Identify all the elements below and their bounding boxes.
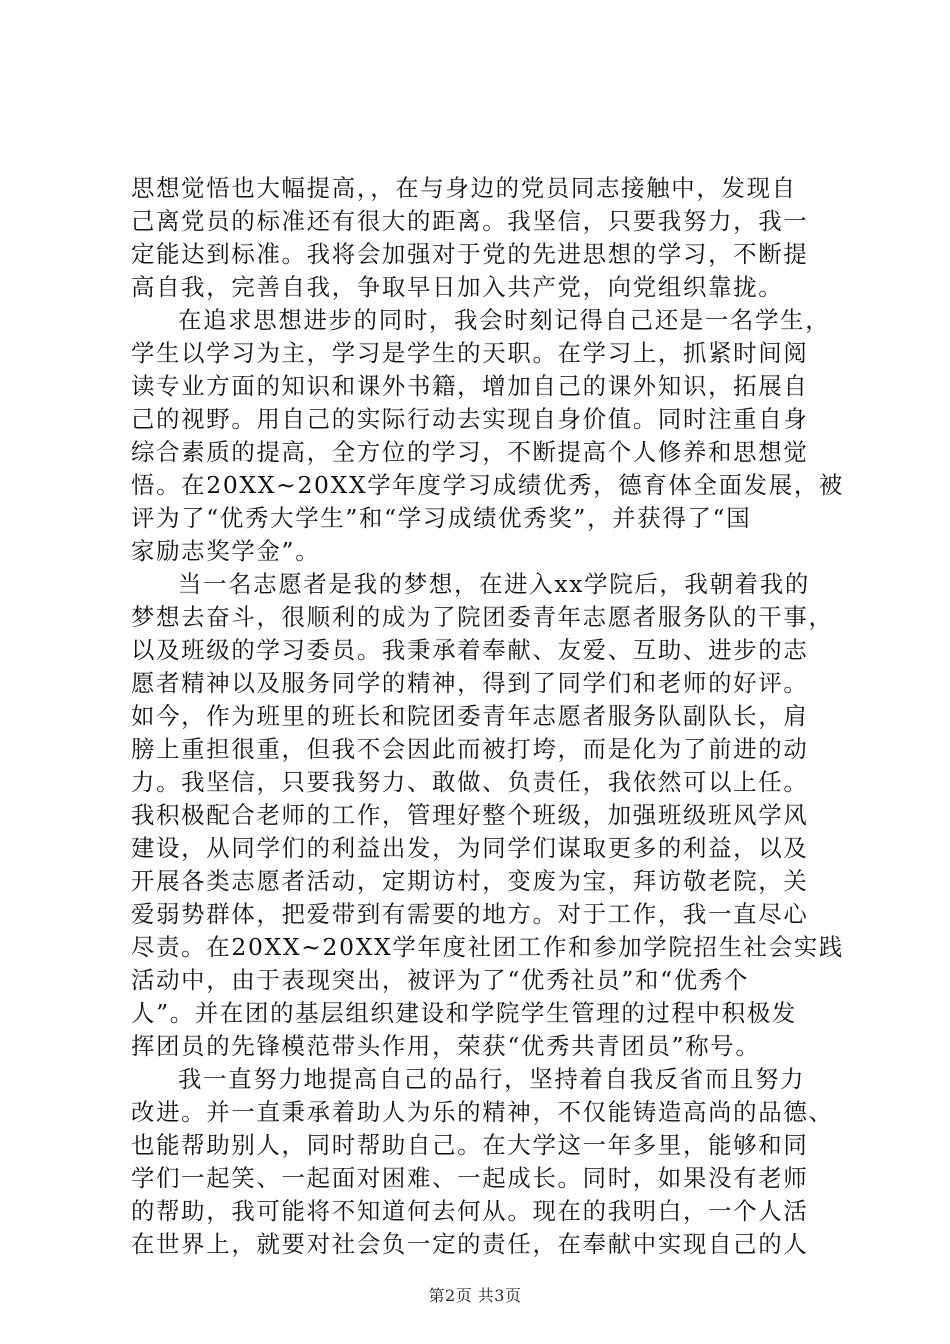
text-line: 人”。并在团的基层组织建设和学院学生管理的过程中积极发 [131, 999, 798, 1027]
text-line: 改进。并一直秉承着助人为乐的精神，不仅能铸造高尚的品德、 [131, 1098, 834, 1126]
text-line: 挥团员的先锋模范带头作用，荣获“优秀共青团员”称号。 [131, 1032, 761, 1060]
text-line: 悟。在20XX~20XX学年度学习成绩优秀，德育体全面发展，被 [131, 471, 845, 499]
text-line: 高自我，完善自我，争取早日加入共产党，向党组织靠拢。 [131, 273, 784, 301]
text-line: 如今，作为班里的班长和院团委青年志愿者服务队副队长，肩 [131, 702, 809, 730]
text-line: 家励志奖学金”。 [131, 537, 321, 565]
text-line: 读专业方面的知识和课外书籍，增加自己的课外知识，拓展自 [131, 372, 809, 400]
text-line: 也能帮助别人，同时帮助自己。在大学这一年多里，能够和同 [131, 1131, 809, 1159]
paragraph-start-line: 在追求思想进步的同时，我会时刻记得自己还是一名学生， [178, 306, 831, 334]
text-line: 爱弱势群体，把爱带到有需要的地方。对于工作，我一直尽心 [131, 900, 809, 928]
text-line: 定能达到标准。我将会加强对于党的先进思想的学习，不断提 [131, 240, 809, 268]
paragraph-start-line: 当一名志愿者是我的梦想，在进入xx学院后，我朝着我的 [178, 570, 810, 598]
text-line: 学们一起笑、一起面对困难、一起成长。同时，如果没有老师 [131, 1164, 809, 1192]
text-line: 力。我坚信，只要我努力、敢做、负责任，我依然可以上任。 [131, 768, 809, 796]
text-line: 学生以学习为主，学习是学生的天职。在学习上，抓紧时间阅 [131, 339, 809, 367]
text-line: 活动中，由于表现突出，被评为了“优秀社员”和“优秀个 [131, 966, 750, 994]
text-line: 我积极配合老师的工作，管理好整个班级，加强班级班风学风 [131, 801, 809, 829]
text-line: 的帮助，我可能将不知道何去何从。现在的我明白，一个人活 [131, 1197, 809, 1225]
page-number-footer: 第2页 共3页 [428, 1286, 522, 1305]
text-line: 在世界上，就要对社会负一定的责任，在奉献中实现自己的人 [131, 1230, 809, 1258]
text-line: 评为了“优秀大学生”和“学习成绩优秀奖”，并获得了“国 [131, 504, 752, 532]
text-line: 建设，从同学们的利益出发，为同学们谋取更多的利益，以及 [131, 834, 809, 862]
text-line: 膀上重担很重，但我不会因此而被打垮，而是化为了前进的动 [131, 735, 809, 763]
paragraph-start-line: 我一直努力地提高自己的品行，坚持着自我反省而且努力 [178, 1065, 806, 1093]
text-line: 梦想去奋斗，很顺利的成为了院团委青年志愿者服务队的干事， [131, 603, 834, 631]
text-line: 己离党员的标准还有很大的距离。我坚信，只要我努力，我一 [131, 207, 809, 235]
text-line: 以及班级的学习委员。我秉承着奉献、友爱、互助、进步的志 [131, 636, 809, 664]
text-line: 己的视野。用自己的实际行动去实现自身价值。同时注重自身 [131, 405, 809, 433]
text-line: 愿者精神以及服务同学的精神，得到了同学们和老师的好评。 [131, 669, 809, 697]
text-line: 思想觉悟也大幅提高，，在与身边的党员同志接触中，发现自 [131, 174, 797, 202]
text-line: 开展各类志愿者活动，定期访村，变废为宝，拜访敬老院，关 [131, 867, 809, 895]
text-line: 综合素质的提高，全方位的学习，不断提高个人修养和思想觉 [131, 438, 809, 466]
body-text [131, 172, 845, 1261]
text-line: 尽责。在20XX~20XX学年度社团工作和参加学院招生社会实践 [131, 933, 845, 961]
